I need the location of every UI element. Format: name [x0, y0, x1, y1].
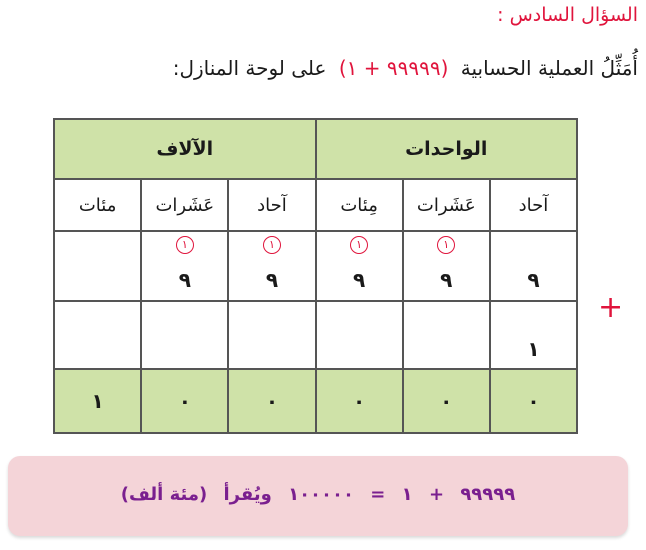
result-equals: = [370, 484, 386, 505]
column-header: مئات [54, 179, 141, 231]
statement-suffix: على لوحة المنازل: [172, 56, 327, 80]
digit: ٩ [527, 268, 540, 292]
question-title: السؤال السادس : [497, 4, 638, 26]
statement-prefix: أُمَثِّلُ العملية الحسابية [460, 56, 638, 80]
sum-row [54, 369, 577, 433]
column-header: آحاد [490, 179, 577, 231]
carry-mark: ١ [263, 236, 281, 254]
cell [228, 301, 315, 369]
result-box [8, 456, 628, 536]
cell [490, 231, 577, 301]
cell [141, 301, 228, 369]
group-header-thousands: الآلاف [54, 119, 316, 179]
digit: ٩ [440, 268, 453, 292]
place-value-chart [53, 118, 578, 434]
plus-sign: + [598, 290, 624, 325]
cell [54, 301, 141, 369]
sum-digit: ٠ [403, 369, 490, 433]
carry-mark: ١ [350, 236, 368, 254]
result-reads: ويُقرأ [223, 484, 272, 505]
group-header-ones: الواحدات [316, 119, 577, 179]
statement-expression: (٩٩٩٩٩ + ١) [338, 56, 449, 80]
cell [316, 231, 403, 301]
sum-digit: ٠ [316, 369, 403, 433]
cell [54, 231, 141, 301]
result-words: (مئة ألف) [120, 484, 208, 505]
cell [228, 231, 315, 301]
cell [141, 231, 228, 301]
column-header: آحاد [228, 179, 315, 231]
digit: ٩ [178, 268, 191, 292]
sum-digit: ٠ [141, 369, 228, 433]
addend-row-2 [54, 301, 577, 369]
cell [403, 301, 490, 369]
column-header: مِئات [316, 179, 403, 231]
cell [490, 301, 577, 369]
column-header: عَشَرات [403, 179, 490, 231]
result-addend-b: ١ [401, 484, 413, 505]
problem-statement [173, 56, 638, 80]
cell [403, 231, 490, 301]
result-sum: ١٠٠٠٠٠ [288, 484, 354, 505]
addend-row-1 [54, 231, 577, 301]
digit: ٩ [265, 268, 279, 292]
sum-digit: ١ [54, 369, 141, 433]
carry-mark: ١ [437, 236, 455, 254]
column-header: عَشَرات [141, 179, 228, 231]
digit: ١ [527, 337, 540, 361]
result-equation [8, 484, 628, 505]
result-plus: + [428, 484, 445, 505]
result-addend-a: ٩٩٩٩٩ [460, 484, 516, 505]
cell [316, 301, 403, 369]
sum-digit: ٠ [490, 369, 577, 433]
carry-mark: ١ [176, 236, 194, 254]
sum-digit: ٠ [228, 369, 315, 433]
digit: ٩ [353, 268, 366, 292]
